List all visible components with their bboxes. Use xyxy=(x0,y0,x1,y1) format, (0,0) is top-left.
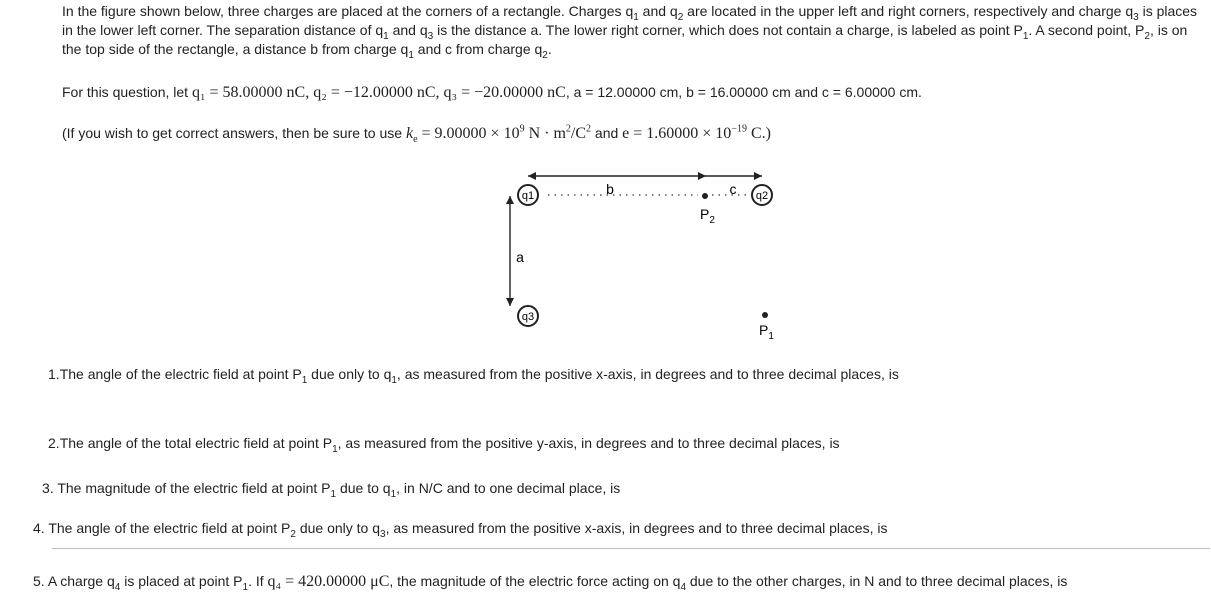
question-5: 5. A charge $q_4$ is placed at point $P_1$. If q₄ = 420.00000 μC, the magnitude of the electric force acting on $q_4$ due to the other charges, in N and to three decimal places, is xyxy=(33,573,1068,593)
label-p2: $P_2$ xyxy=(700,206,715,226)
question-1: 1.The angle of the electric field at point $P_1$ due only to $q_1$, as measured from the positive x-axis, in degrees and to three decimal places, is xyxy=(48,366,899,386)
svg-text:q3: q3 xyxy=(521,311,535,323)
charge-q2 xyxy=(752,185,772,205)
answer-divider xyxy=(52,548,1210,549)
question-3: 3. The magnitude of the electric field at point $P_1$ due to $q_1$, in N/C and to one decimal place, is xyxy=(42,480,621,500)
givens-line: For this question, let q₁ = 58.00000 nC, q₂ = −12.00000 nC, q₃ = −20.00000 nC, a = 12.00000 cm, b = 16.00000 cm and c = 6.00000 cm. xyxy=(62,84,922,101)
point-p2 xyxy=(702,193,708,199)
charge-q1 xyxy=(518,185,538,205)
label-b: b xyxy=(606,181,614,197)
charge-q3 xyxy=(518,306,538,326)
constants-line: (If you wish to get correct answers, then be sure to use $k_e = 9.00000 \times 10^9$ $N \cdot m^2/C^2$ and $e = 1.60000 \times 10^{-19}$ C.) xyxy=(62,123,771,146)
label-c: c xyxy=(729,181,737,197)
label-p1: $P_1$ xyxy=(759,322,774,342)
question-4: 4. The angle of the electric field at point $P_2$ due only to $q_3$, as measured from the positive x-axis, in degrees and to three decimal places, is xyxy=(33,520,888,540)
svg-text:q1: q1 xyxy=(521,190,535,202)
svg-text:q2: q2 xyxy=(755,190,769,202)
intro-paragraph: In the figure shown below, three charges are placed at the corners of a rectangle. Charges $q_1$ and $q_2$ are located in the upper left and right corners, respectively and charge $q_3$ is places in the lower left corner. The separation distance of $q_1$ and $q_3$ is the distance a. The lower right corner, which does not contain a charge, is labeled as point $P_1$. A second point, $P_2$, is on the top side of the rectangle, a distance b from charge $q_1$ and c from charge $q_2$. xyxy=(62,3,1198,61)
point-p1 xyxy=(762,312,768,318)
label-a: a xyxy=(516,249,524,265)
question-2: 2.The angle of the total electric field at point $P_1$, as measured from the positive y-axis, in degrees and to three decimal places, is xyxy=(48,435,840,455)
